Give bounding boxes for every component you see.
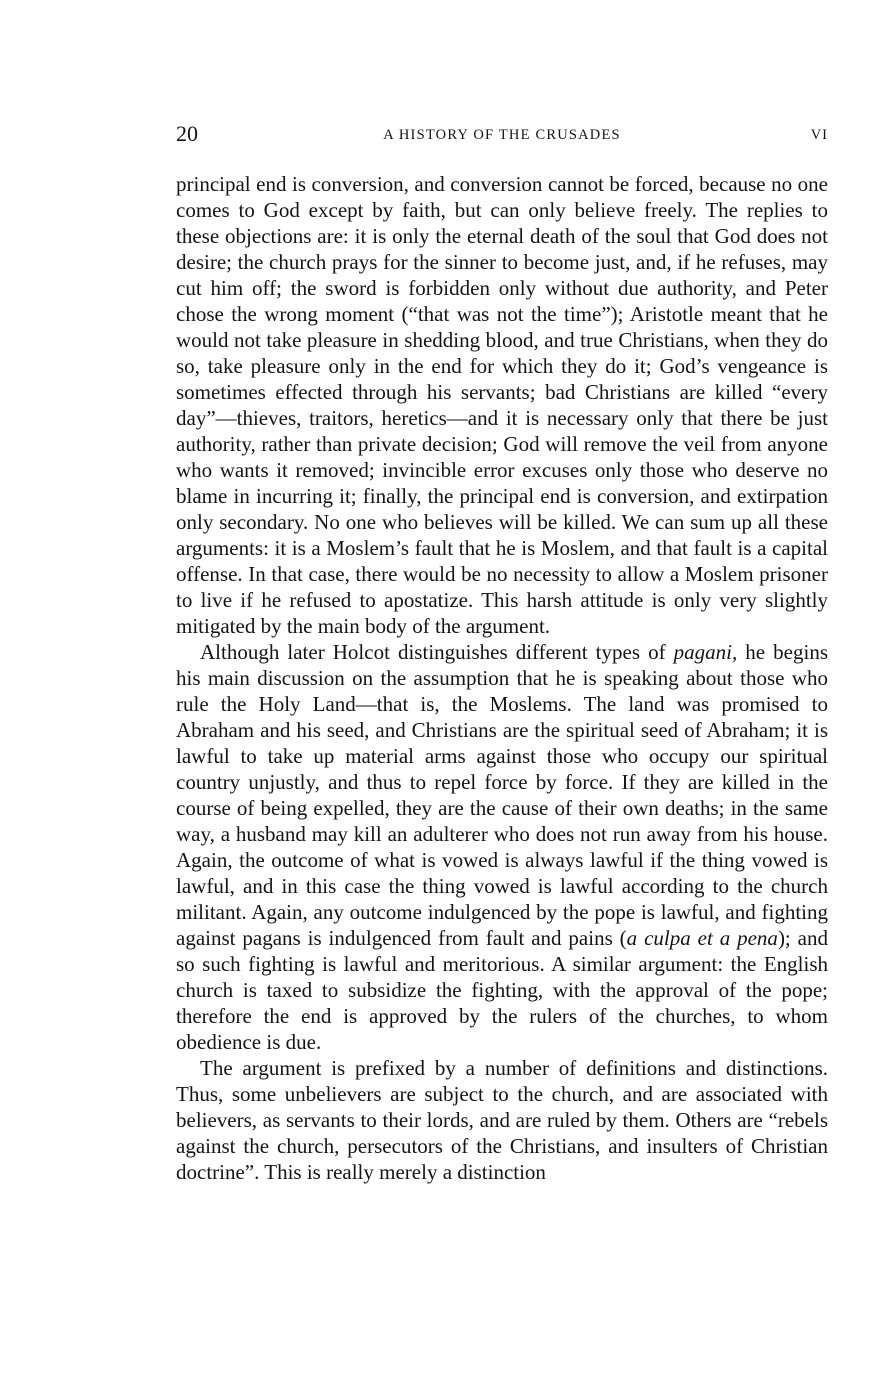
italic-term: pagani, (673, 640, 738, 664)
paragraph-text: Although later Holcot distinguishes different types of (200, 640, 674, 664)
running-head (176, 120, 828, 148)
paragraph-text: he begins his main discussion on the assumption that he is speaking about those who rule the Holy Land—that is, the Moslems. The land was promised to Abraham and his seed, and Christians are the spiritual seed of Abraham; it is lawful to take up material arms against those who occupy our spiritual country unjustly, and thus to repel force by force. If they are killed in the course of being expelled, they are the cause of their own deaths; in the same way, a husband may kill an adulterer who does not run away from his house. Again, the outcome of what is vowed is always lawful if the thing vowed is lawful, and in this case the thing vowed is lawful according to the church militant. Again, any outcome indulgenced by the pope is lawful, and fighting against pagans is indulgenced from fault and pains ( (176, 640, 829, 950)
body-text (176, 171, 828, 1185)
book-title: A HISTORY OF THE CRUSADES (383, 127, 621, 143)
page-number: 20 (176, 121, 198, 146)
paragraph-holcot (176, 639, 828, 1055)
chapter-number: VI (810, 127, 828, 143)
italic-term: a culpa et a pena (626, 926, 778, 950)
paragraph-text: ); and so such fighting is lawful and meritorious. A similar argument: the English church is taxed to subsidize the fighting, with the approval of the pope; therefore the end is approved by the rulers of the churches, to whom obedience is due. (176, 926, 828, 1054)
paragraph-definitions: The argument is prefixed by a number of definitions and distinctions. Thus, some unbelievers are subject to the church, and are associated with believers, as servants to their lords, and are ruled by them. Others are “rebels against the church, persecutors of the Christians, and insulters of Christian doctrine”. This is really merely a distinction (176, 1056, 828, 1184)
paragraph-continued: principal end is conversion, and conversion cannot be forced, because no one comes to God except by faith, but can only believe freely. The replies to these objections are: it is only the eternal death of the soul that God does not desire; the church prays for the sinner to become just, and, if he refuses, may cut him off; the sword is forbidden only without due authority, and Peter chose the wrong moment (“that was not the time”); Aristotle meant that he would not take pleasure in shedding blood, and true Christians, when they do so, take pleasure only in the end for which they do it; God’s vengeance is sometimes effected through his servants; bad Christians are killed “every day”—thieves, traitors, heretics—and it is necessary only that there be just authority, rather than private decision; God will remove the veil from anyone who wants it removed; invincible error excuses only those who deserve no blame in incurring it; finally, the principal end is conversion, and extirpation only secondary. No one who believes will be killed. We can sum up all these arguments: it is a Moslem’s fault that he is Moslem, and that fault is a capital offense. In that case, there would be no necessity to allow a Moslem prisoner to live if he refused to apostatize. This harsh attitude is only very slightly mitigated by the main body of the argument. (176, 172, 828, 638)
